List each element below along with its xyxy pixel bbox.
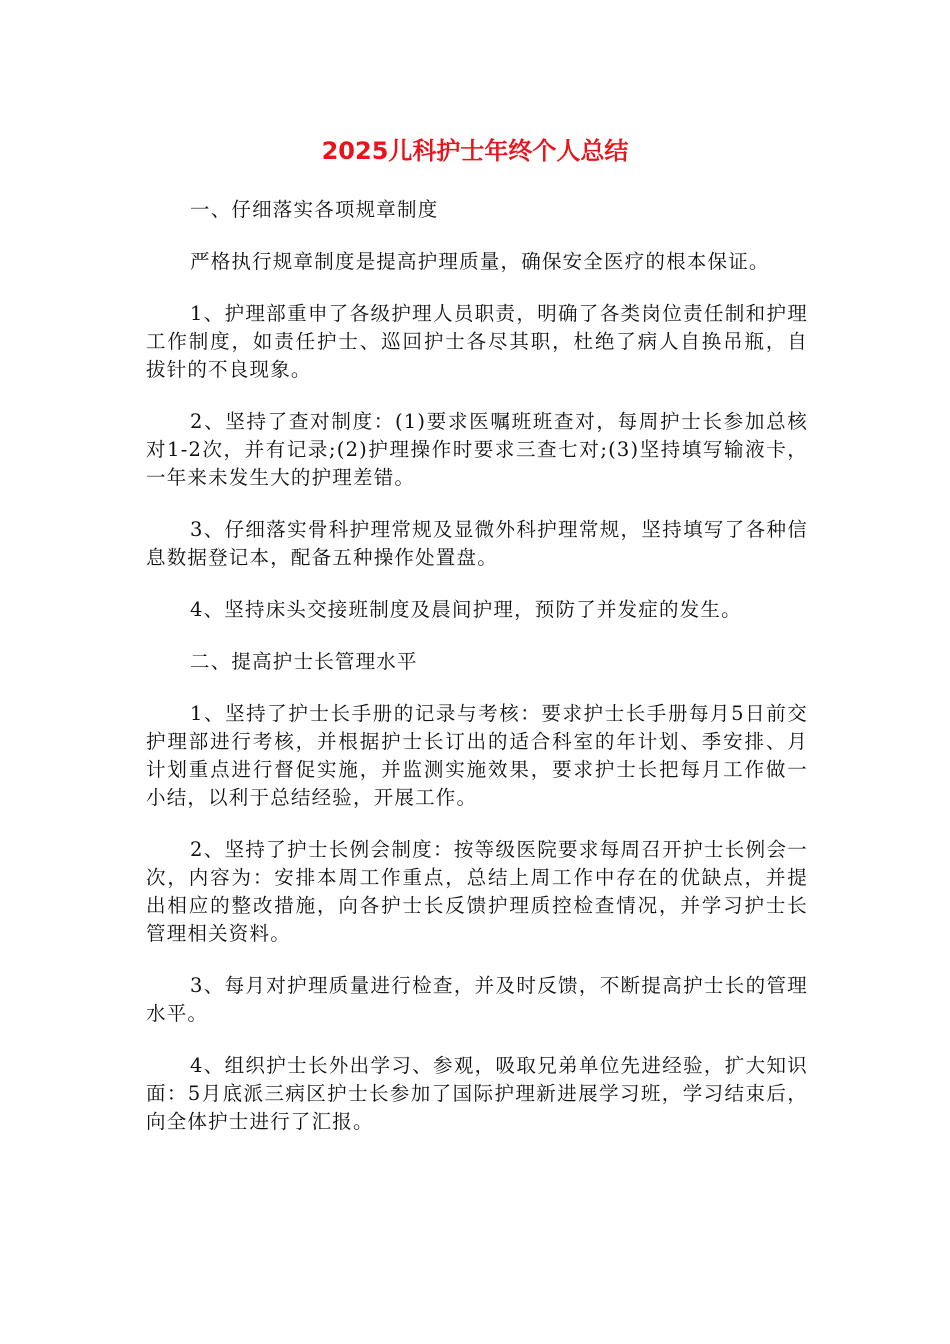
paragraph: 2、坚持了护士长例会制度：按等级医院要求每周召开护士长例会一次，内容为：安排本周工作重点，总结上周工作中存在的优缺点，并提出相应的整改措施，向各护士长反馈护理质控检查情况，并学习护士长管理相关资料。: [146, 838, 808, 945]
document-title: 2025儿科护士年终个人总结: [321, 137, 629, 165]
paragraph: 2、坚持了查对制度：(1)要求医嘱班班查对，每周护士长参加总核对1-2次，并有记录;(2)护理操作时要求三查七对;(3)坚持填写输液卡，一年来未发生大的护理差错。: [146, 410, 808, 489]
paragraph: 4、坚持床头交接班制度及晨间护理，预防了并发症的发生。: [190, 598, 742, 621]
paragraph: 3、每月对护理质量进行检查，并及时反馈，不断提高护士长的管理水平。: [146, 974, 808, 1025]
paragraph: 1、坚持了护士长手册的记录与考核：要求护士长手册每月5日前交护理部进行考核，并根据护士长订出的适合科室的年计划、季安排、月计划重点进行督促实施，并监测实施效果，要求护士长把每月工作做一小结，以利于总结经验，开展工作。: [146, 702, 808, 809]
paragraph: 4、组织护士长外出学习、参观，吸取兄弟单位先进经验，扩大知识面：5月底派三病区护士长参加了国际护理新进展学习班，学习结束后，向全体护士进行了汇报。: [146, 1054, 808, 1133]
paragraph: 严格执行规章制度是提高护理质量，确保安全医疗的根本保证。: [190, 250, 770, 273]
section-heading-2: 二、提高护士长管理水平: [190, 650, 418, 673]
document-body: [146, 196, 808, 1160]
paragraph: 3、仔细落实骨科护理常规及显微外科护理常规，坚持填写了各种信息数据登记本，配备五种操作处置盘。: [146, 518, 808, 569]
paragraph: 1、护理部重申了各级护理人员职责，明确了各类岗位责任制和护理工作制度，如责任护士、巡回护士各尽其职，杜绝了病人自换吊瓶，自拔针的不良现象。: [146, 302, 808, 381]
section-heading-1: 一、仔细落实各项规章制度: [190, 198, 439, 221]
